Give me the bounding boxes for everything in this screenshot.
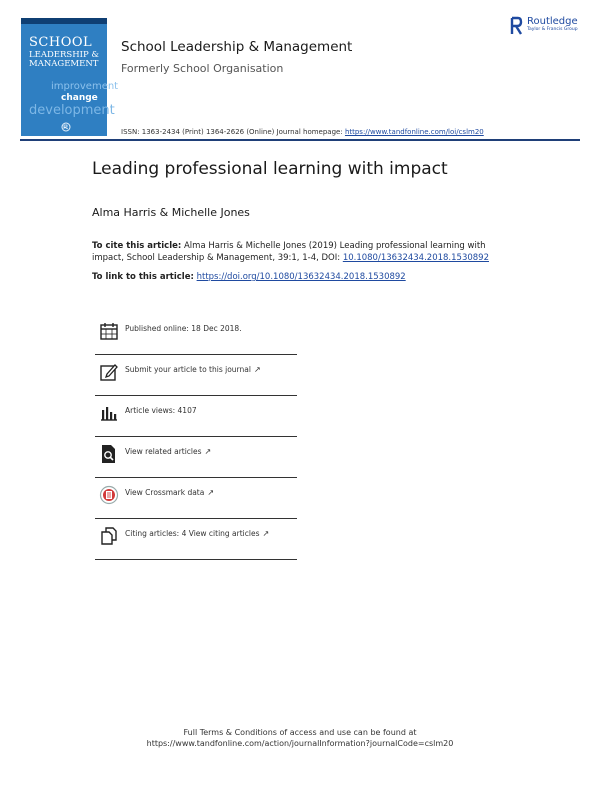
article-views-text: Article views: 4107 xyxy=(125,406,197,415)
article-info-list xyxy=(95,314,297,560)
crossmark-link[interactable] xyxy=(125,488,214,497)
article-title: Leading professional learning with impact xyxy=(92,159,448,179)
published-online-text: Published online: 18 Dec 2018. xyxy=(125,324,242,333)
info-row-related[interactable] xyxy=(95,437,297,478)
doi-link[interactable]: 10.1080/13632434.2018.1530892 xyxy=(342,253,489,263)
journal-homepage-link[interactable]: https://www.tandfonline.com/loi/cslm20 xyxy=(344,128,484,136)
cover-word-development: development xyxy=(29,103,115,118)
cover-publisher-logo xyxy=(59,122,73,132)
citing-articles-label: Citing articles: 4 View citing articles xyxy=(125,529,260,538)
routledge-r-icon xyxy=(510,16,523,36)
issn-line xyxy=(121,128,484,136)
search-document-icon xyxy=(99,444,119,464)
submit-article-link[interactable] xyxy=(125,365,261,374)
related-articles-link[interactable] xyxy=(125,447,211,456)
cover-title-line2 xyxy=(29,51,99,69)
bar-chart-icon xyxy=(99,403,119,423)
external-link-icon: ↗ xyxy=(253,365,261,374)
publisher-logo xyxy=(510,16,578,36)
calendar-icon xyxy=(99,321,119,341)
edit-icon xyxy=(99,362,119,382)
submit-article-label: Submit your article to this journal xyxy=(125,365,251,374)
footer-terms-url[interactable]: https://www.tandfonline.com/action/journalInformation?journalCode=cslm20 xyxy=(146,739,454,748)
cover-title-line1: SCHOOL xyxy=(29,35,93,50)
crossmark-label: View Crossmark data xyxy=(125,488,205,497)
journal-subtitle: Formerly School Organisation xyxy=(121,62,284,75)
info-row-views xyxy=(95,396,297,437)
header-divider xyxy=(20,139,580,141)
cover-word-change: change xyxy=(61,93,98,103)
crossmark-icon xyxy=(99,485,119,505)
journal-title: School Leadership & Management xyxy=(121,39,353,55)
article-url-link[interactable]: https://doi.org/10.1080/13632434.2018.1530892 xyxy=(196,272,406,282)
related-articles-label: View related articles xyxy=(125,447,202,456)
cite-text: Alma Harris & Michelle Jones (2019) Leading professional learning with impact, School Leadership & Management, 39:1, 1-4, DOI: xyxy=(92,241,486,263)
publisher-tagline: Taylor & Francis Group xyxy=(527,27,578,32)
link-label: To link to this article: xyxy=(92,272,194,282)
journal-cover-image xyxy=(21,18,119,136)
article-link-line xyxy=(92,272,406,282)
cite-label: To cite this article: xyxy=(92,241,182,251)
article-authors: Alma Harris & Michelle Jones xyxy=(92,206,250,219)
external-link-icon: ↗ xyxy=(204,447,212,456)
cover-top-band xyxy=(21,18,107,24)
external-link-icon: ↗ xyxy=(207,488,215,497)
publisher-name: Routledge xyxy=(527,16,578,27)
citing-articles-link[interactable] xyxy=(125,529,269,538)
copy-documents-icon xyxy=(99,526,119,546)
info-row-submit[interactable] xyxy=(95,355,297,396)
info-row-citing[interactable] xyxy=(95,519,297,560)
cover-word-improvement: improvement xyxy=(51,81,119,92)
citation-block xyxy=(92,240,512,264)
footer xyxy=(0,727,600,749)
cover-title-line2b: MANAGEMENT xyxy=(29,59,99,69)
info-row-published xyxy=(95,314,297,355)
footer-terms-text: Full Terms & Conditions of access and use can be found at xyxy=(183,728,417,737)
cover-title-line2a: LEADERSHIP & xyxy=(29,50,99,60)
info-row-crossmark[interactable] xyxy=(95,478,297,519)
issn-text: ISSN: 1363-2434 (Print) 1364-2626 (Online) Journal homepage: xyxy=(121,128,345,136)
external-link-icon: ↗ xyxy=(262,529,270,538)
